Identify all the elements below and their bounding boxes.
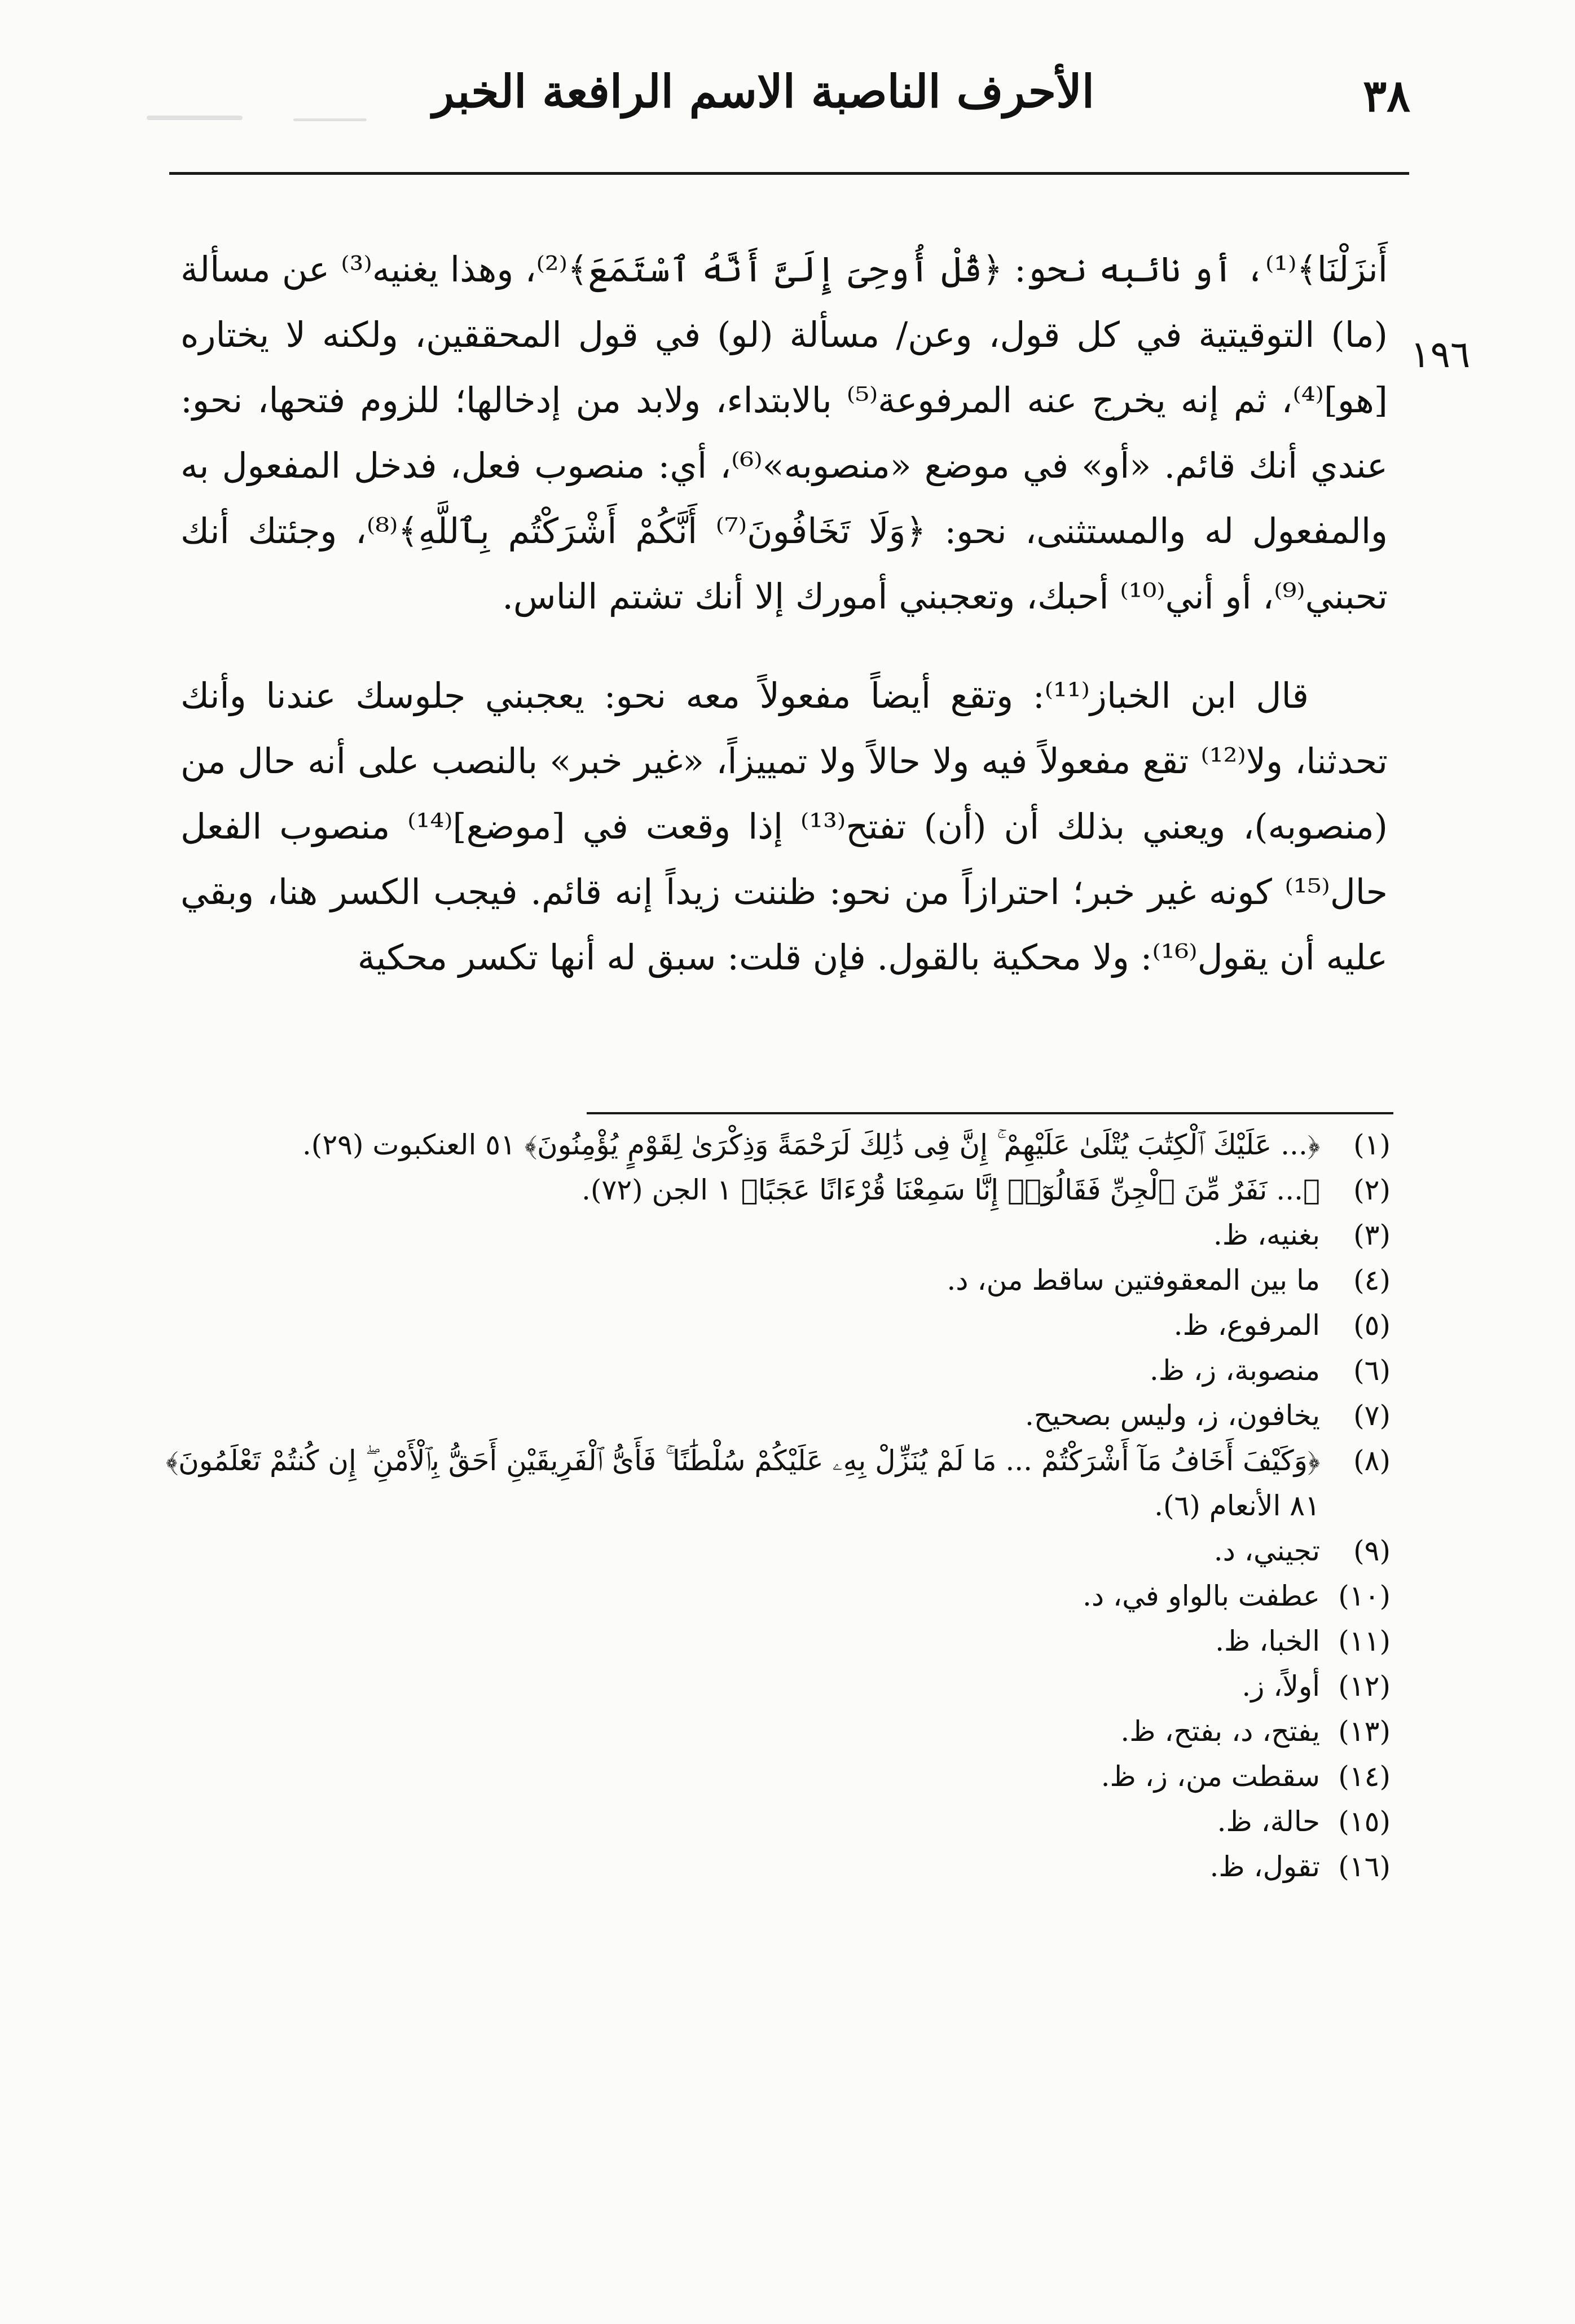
footnote-number: (١٥)	[1338, 1805, 1391, 1838]
page-number: ٣٨	[1363, 70, 1410, 122]
footnote	[164, 1799, 1391, 1844]
footnote-text: تقول، ظ.	[1209, 1850, 1320, 1883]
footnote-number: (١٣)	[1338, 1715, 1391, 1748]
footnote-number: (١٢)	[1338, 1670, 1391, 1703]
body-paragraph: أَنزَلْنَا﴾⁽¹⁾، أو نائبه نحو: ﴿قُلْ أُوحِىَ إِلَىَّ أَنَّهُ ٱسْتَمَعَ﴾⁽²⁾، وهذا يغنيه⁽³⁾ عن مسألة (ما) التوقيتية في كل قول، وعن/ مسألة (لو) في قول المحققين، ولكنه لا يختاره [هو]⁽⁴⁾، ثم إنه يخرج عنه المرفوعة⁽⁵⁾ بالابتداء، ولابد من إدخالها؛ للزوم فتحها، نحو: عندي أنك قائم. «أو» في موضع «منصوبه»⁽⁶⁾، أي: منصوب فعل، فدخل المفعول به والمفعول له والمستثنى، نحو: ﴿وَلَا تَخَافُونَ⁽⁷⁾ أَنَّكُمْ أَشْرَكْتُم بِٱللَّهِ﴾⁽⁸⁾، وجئتك أنك تحبني⁽⁹⁾، أو أني⁽¹⁰⁾ أحبك، وتعجبني أمورك إلا أنك تشتم الناس.	[181, 249, 1388, 617]
footnote	[164, 1258, 1391, 1303]
footnote-text: الخبا، ظ.	[1215, 1625, 1320, 1657]
footnote-number: (٤)	[1353, 1264, 1391, 1296]
page-header	[169, 65, 1410, 138]
footnote-text: ﴿وَكَيْفَ أَخَافُ مَآ أَشْرَكْتُمْ ... مَا لَمْ يُنَزِّلْ بِهِۦ عَلَيْكُمْ سُلْطَٰنًا ۚ فَأَىُّ ٱلْفَرِيقَيْنِ أَحَقُّ بِٱلْأَمْنِ ۖ إِن كُنتُمْ تَعْلَمُونَ﴾ ٨١ الأنعام (٦).	[165, 1444, 1320, 1522]
body-text	[181, 237, 1388, 990]
footnote-text: ما بين المعقوفتين ساقط من، د.	[947, 1264, 1320, 1296]
footnote	[164, 1348, 1391, 1393]
footnote-text: بغنيه، ظ.	[1213, 1219, 1320, 1251]
footnote	[164, 1303, 1391, 1348]
footnote-separator	[587, 1112, 1393, 1114]
footnote-number: (٦)	[1353, 1354, 1391, 1387]
footnote-text: أولاً، ز.	[1242, 1670, 1320, 1703]
footnote-number: (٧)	[1353, 1399, 1391, 1432]
margin-number: ١٩٦	[1410, 333, 1471, 376]
footnotes	[164, 1122, 1391, 1889]
footnote	[164, 1528, 1391, 1573]
footnote	[164, 1212, 1391, 1258]
footnote-number: (١٤)	[1338, 1760, 1391, 1793]
footnote-number: (٥)	[1353, 1309, 1391, 1342]
footnote-number: (١٠)	[1338, 1580, 1391, 1612]
footnote	[164, 1664, 1391, 1709]
footnote-text: يفتح، د، بفتح، ظ.	[1120, 1715, 1320, 1748]
footnote-text: سقطت من، ز، ظ.	[1101, 1760, 1320, 1793]
footnote-number: (١٦)	[1338, 1850, 1391, 1883]
body-paragraph: قال ابن الخباز⁽¹¹⁾: وتقع أيضاً مفعولاً معه نحو: يعجبني جلوسك عندنا وأنك تحدثنا، ولا⁽¹²⁾ تقع مفعولاً فيه ولا حالاً ولا تمييزاً، «غير خبر» بالنصب على أنه حال من (منصوبه)، ويعني بذلك أن (أن) تفتح⁽¹³⁾ إذا وقعت في [موضع]⁽¹⁴⁾ منصوب الفعل حال⁽¹⁵⁾ كونه غير خبر؛ احترازاً من نحو: ظننت زيداً إنه قائم. فيجب الكسر هنا، وبقي عليه أن يقول⁽¹⁶⁾: ولا محكية بالقول. فإن قلت: سبق له أنها تكسر محكية	[181, 675, 1388, 978]
footnote	[164, 1844, 1391, 1889]
header-rule	[169, 172, 1409, 175]
footnote	[164, 1438, 1391, 1528]
footnote-number: (٢)	[1353, 1174, 1391, 1206]
footnote	[164, 1709, 1391, 1754]
footnote	[164, 1122, 1391, 1167]
footnote-text: حالة، ظ.	[1217, 1805, 1320, 1838]
footnote	[164, 1573, 1391, 1619]
footnote	[164, 1754, 1391, 1799]
running-title: الأحرف الناصبة الاسم الرافعة الخبر	[432, 65, 1094, 118]
footnote-number: (١١)	[1338, 1625, 1391, 1657]
footnote-number: (١)	[1353, 1128, 1391, 1161]
footnote	[164, 1619, 1391, 1664]
footnote-number: (٣)	[1353, 1219, 1391, 1251]
footnote-text: المرفوع، ظ.	[1173, 1309, 1320, 1342]
footnote-text: تجيني، د.	[1213, 1534, 1320, 1567]
footnote-text: ﴿... نَفَرٌ مِّنَ ٱلْجِنِّ فَقَالُوٓا۟ إِنَّا سَمِعْنَا قُرْءَانًا عَجَبًا﴾ ١ الجن (٧٢).	[582, 1174, 1320, 1206]
footnote-number: (٩)	[1353, 1534, 1391, 1567]
footnote	[164, 1393, 1391, 1438]
footnote-number: (٨)	[1353, 1444, 1391, 1477]
footnote-text: يخافون، ز، وليس بصحيح.	[1025, 1399, 1320, 1432]
footnote	[164, 1167, 1391, 1212]
footnote-text: منصوبة، ز، ظ.	[1149, 1354, 1320, 1387]
footnote-text: عطفت بالواو في، د.	[1082, 1580, 1320, 1612]
footnote-text: ﴿... عَلَيْكَ ٱلْكِتَٰبَ يُتْلَىٰ عَلَيْهِمْ ۚ إِنَّ فِى ذَٰلِكَ لَرَحْمَةً وَذِكْرَىٰ لِقَوْمٍ يُؤْمِنُونَ﴾ ٥١ العنكبوت (٢٩).	[302, 1128, 1320, 1161]
